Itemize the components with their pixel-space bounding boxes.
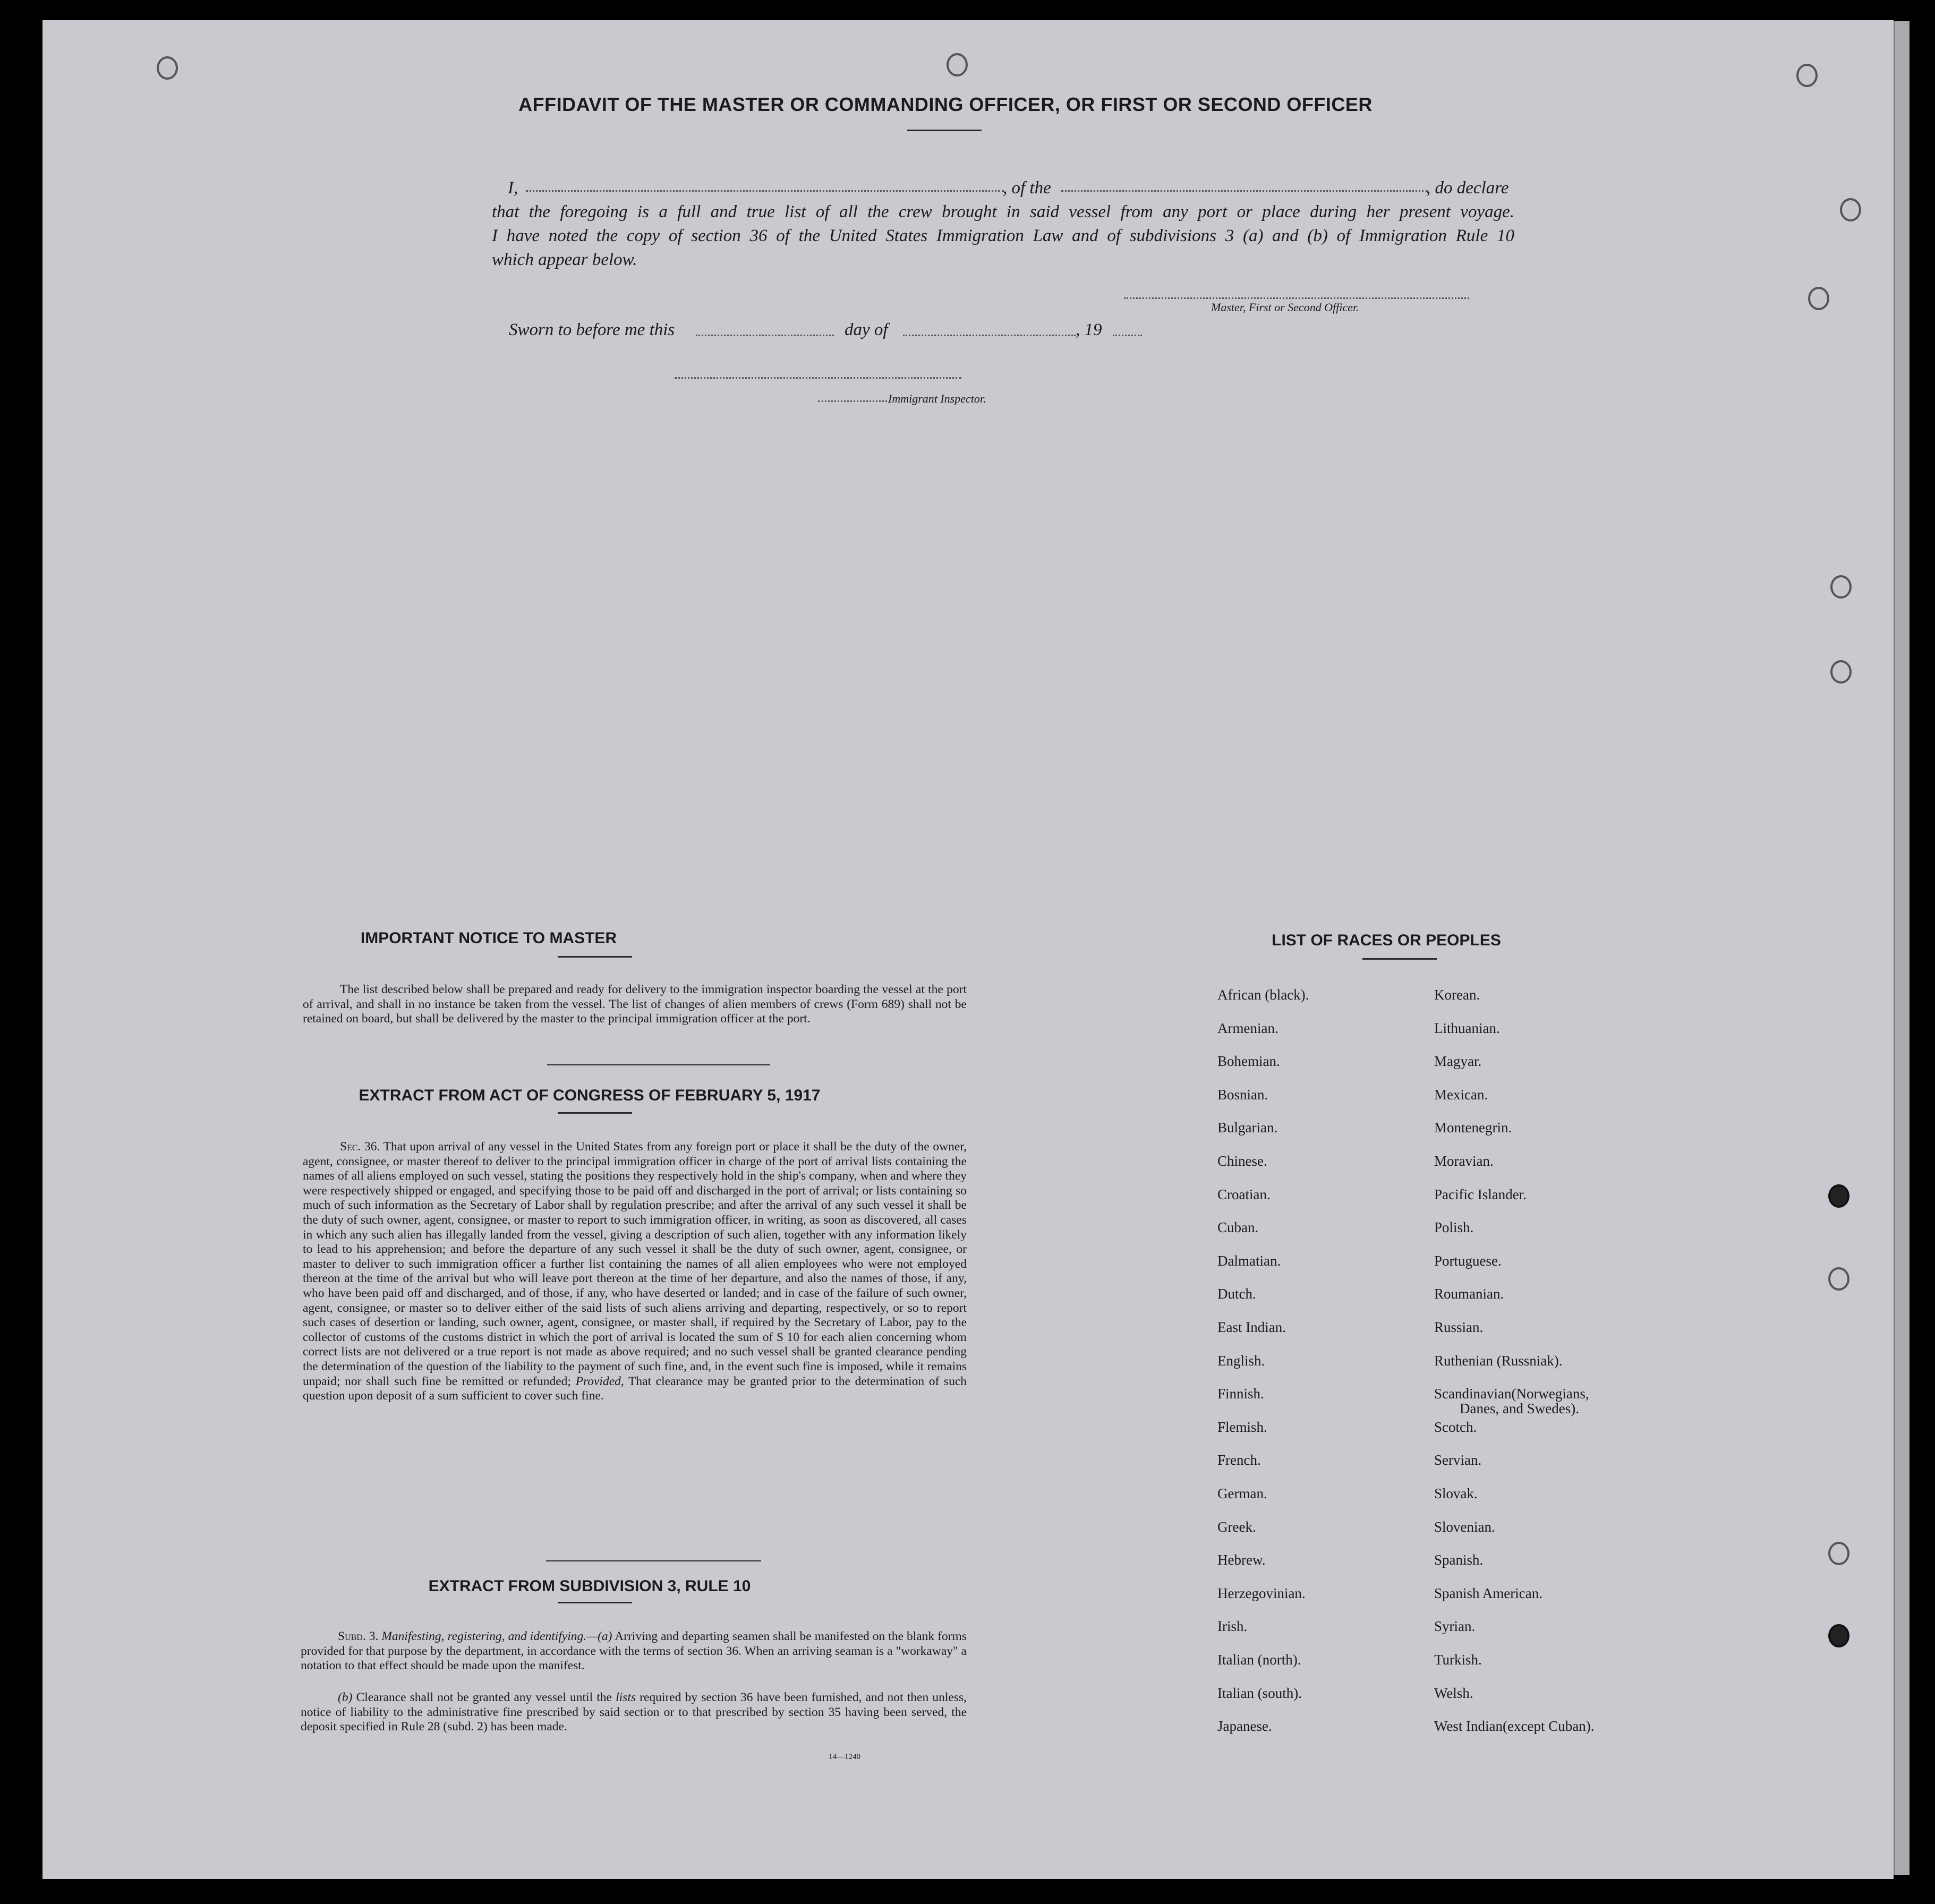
punch-hole (1808, 287, 1829, 310)
race-item: Irish. (1217, 1618, 1248, 1635)
race-item: Bulgarian. (1217, 1120, 1278, 1136)
race-item: Armenian. (1217, 1020, 1278, 1036)
notice-title: IMPORTANT NOTICE TO MASTER (360, 929, 617, 947)
race-item: Ruthenian (Russniak). (1434, 1352, 1563, 1369)
race-item: Bohemian. (1217, 1053, 1280, 1070)
race-item: Russian. (1434, 1319, 1484, 1335)
rule10-title: EXTRACT FROM SUBDIVISION 3, RULE 10 (428, 1577, 751, 1595)
year-blank-line (1113, 335, 1142, 336)
provided-label: Provided, (575, 1374, 624, 1388)
divider (1362, 958, 1437, 960)
punch-hole (1830, 660, 1852, 684)
race-item-continuation: Danes, and Swedes). (1460, 1401, 1579, 1417)
page-edge (1894, 21, 1910, 1875)
divider (907, 130, 982, 131)
subd-text: Arriving and departing seamen shall be manifested on the blank forms provided for that purpose by the department, in accordance with the terms of section 36. When an arriving seaman is a "workaway" a notation to that effect should be made upon the manifest. (301, 1629, 967, 1673)
inspector-blank-line (675, 377, 961, 379)
race-item: Servian. (1434, 1452, 1482, 1468)
affidavit-of-the: , of the (1003, 178, 1051, 198)
race-item: Finnish. (1217, 1386, 1264, 1402)
race-item: Italian (south). (1217, 1685, 1302, 1701)
subd-b-lists: lists (616, 1690, 636, 1704)
subd-b-text2: required by section 36 have been furnished, and not then unless, notice of liability to the administrative fine prescribed by said section or to that prescribed by section 35 having been served, the deposit specified in Rule 28 (subd. 2) has been made. (301, 1690, 967, 1734)
race-item: Bosnian. (1217, 1086, 1268, 1103)
punch-hole (1828, 1624, 1849, 1647)
race-item: Spanish American. (1434, 1585, 1542, 1601)
race-item: Italian (north). (1217, 1652, 1301, 1668)
race-item: Montenegrin. (1434, 1120, 1512, 1136)
subd-b-text1: Clearance shall not be granted any vessel until the (356, 1690, 612, 1704)
punch-hole (157, 56, 178, 80)
race-item: Syrian. (1434, 1618, 1476, 1635)
race-item: Moravian. (1434, 1153, 1494, 1169)
divider (546, 1560, 761, 1561)
subd-italic: Manifesting, registering, and identifying.—(a) (381, 1629, 612, 1643)
punch-hole (1828, 1184, 1849, 1208)
affidavit-line-3: I have noted the copy of section 36 of the United States Immigration Law and of subdivisions 3 (a) and (b) of Immigration Rule 10 (492, 226, 1514, 245)
race-item: Spanish. (1434, 1552, 1484, 1568)
rule10-subd-b (301, 1690, 967, 1735)
race-item: Portuguese. (1434, 1252, 1502, 1269)
rule10-subd-a (301, 1629, 967, 1674)
punch-hole (1830, 575, 1852, 599)
day-blank-line (696, 335, 834, 336)
races-title: LIST OF RACES OR PEOPLES (1272, 932, 1501, 949)
subd-label: Subd. 3. (338, 1629, 379, 1643)
race-item: French. (1217, 1452, 1261, 1468)
race-item: Scandinavian(Norwegians, (1434, 1386, 1589, 1402)
punch-hole (1828, 1267, 1849, 1291)
race-item: Greek. (1217, 1518, 1256, 1535)
divider (558, 1602, 632, 1603)
race-item: Welsh. (1434, 1685, 1473, 1701)
affidavit-title: AFFIDAVIT OF THE MASTER OR COMMANDING OFFICER, OR FIRST OR SECOND OFFICER (518, 93, 1373, 115)
month-blank-line (903, 335, 1076, 336)
race-item: East Indian. (1217, 1319, 1286, 1335)
race-item: English. (1217, 1352, 1265, 1369)
inspector-short-line (818, 400, 887, 402)
race-item: Japanese. (1217, 1718, 1272, 1735)
act-title: EXTRACT FROM ACT OF CONGRESS OF FEBRUARY 5, 1917 (359, 1087, 821, 1104)
subd-b-label: (b) (338, 1690, 353, 1704)
punch-hole (1796, 64, 1818, 87)
sworn-label: Sworn to before me this (509, 320, 675, 339)
race-item: Slovak. (1434, 1485, 1478, 1501)
punch-hole (1828, 1542, 1849, 1565)
race-item: West Indian(except Cuban). (1434, 1718, 1595, 1735)
race-item: Croatian. (1217, 1186, 1271, 1202)
race-item: Turkish. (1434, 1652, 1482, 1668)
punch-hole (1840, 198, 1861, 221)
signature-blank-line (1124, 297, 1469, 299)
form-number: 14—1240 (829, 1753, 860, 1761)
race-item: Mexican. (1434, 1086, 1488, 1103)
notice-text: The list described below shall be prepared and ready for delivery to the immigration inspector boarding the vessel at the port of arrival, and shall in no instance be taken from the vessel. The list of changes of alien members of crews (Form 689) shall not be retained on board, but shall be delivered by the master to the principal immigration officer at the port. (303, 983, 967, 1026)
race-item: Dutch. (1217, 1286, 1256, 1302)
race-item: Scotch. (1434, 1419, 1477, 1435)
race-item: Chinese. (1217, 1153, 1267, 1169)
act-text-end: That clearance may be granted prior to the determination of such question upon deposit of a sum sufficient to cover such fine. (303, 1374, 967, 1403)
act-text: 36. That upon arrival of any vessel in the United States from any foreign port or place it shall be the duty of the owner, agent, consignee, or master thereof to deliver to the principal immigration officer in charge of the port of arrival lists containing the names of all aliens employed on such vessel, stating the positions they respectively hold in the ship's company, when and where they were respectively shipped or engaged, and specifying those to be paid off and discharged in the port of arrival; or lists containing so much of such information as the Secretary of Labor shall by regulation prescribe; and after the arrival of any such vessel it shall be the duty of such owner, agent, consignee, or master to report to such immigration officer, in writing, as soon as discovered, all cases in which any such alien has illegally landed from the vessel, giving a description of such alien, together with any information likely to lead to his apprehension; and before the departure of any such vessel it shall be the duty of such owner, agent, consignee, or master to deliver to such immigration officer a further list containing the names of all alien employees who were not employed thereon at the time of the arrival but who will leave port thereon at the time of her departure, and also the names of those, if any, who have been paid off and discharged, and of those, if any, who have deserted or landed; and in case of the failure of such owner, agent, consignee, or master so to deliver either of the said lists of such aliens arriving and departing, respectively, or so to report such cases of desertion or landing, such owner, agent, consignee, or master shall, if required by the Secretary of Labor, pay to the collector of customs of the customs district in which the port of arrival is located the sum of $ 10 for each alien concerning whom correct lists are not delivered or a true report is not made as above required; and no such vessel shall be granted clearance pending the determination of the question of the liability to the payment of such fine, and, in the event such fine is imposed, while it remains unpaid; nor shall such fine be remitted or refunded; (303, 1140, 967, 1388)
act-text-block (303, 1140, 967, 1404)
race-item: Korean. (1434, 987, 1480, 1003)
race-item: Pacific Islander. (1434, 1186, 1527, 1202)
race-item: Cuban. (1217, 1219, 1259, 1236)
race-item: Slovenian. (1434, 1518, 1495, 1535)
inspector-caption: Immigrant Inspector. (888, 392, 986, 405)
race-item: German. (1217, 1485, 1267, 1501)
day-of-label: day of (845, 320, 888, 339)
sec-label: Sec. (340, 1140, 361, 1154)
race-item: African (black). (1217, 987, 1309, 1003)
race-item: Magyar. (1434, 1053, 1482, 1070)
name-blank-line (526, 190, 1004, 192)
affidavit-line-4: which appear below. (492, 250, 637, 269)
race-item: Herzegovinian. (1217, 1585, 1306, 1601)
race-item: Dalmatian. (1217, 1252, 1281, 1269)
year-prefix: , 19 (1076, 320, 1102, 339)
race-item: Polish. (1434, 1219, 1474, 1236)
race-item: Roumanian. (1434, 1286, 1504, 1302)
document-page (42, 20, 1894, 1879)
race-item: Flemish. (1217, 1419, 1267, 1435)
affidavit-i-label: I, (508, 178, 518, 198)
punch-hole (947, 53, 968, 76)
divider (558, 956, 632, 958)
divider (558, 1112, 632, 1114)
affidavit-do-declare: , do declare (1426, 178, 1509, 198)
race-item: Hebrew. (1217, 1552, 1266, 1568)
divider (547, 1064, 770, 1065)
race-item: Lithuanian. (1434, 1020, 1500, 1036)
master-caption: Master, First or Second Officer. (1211, 301, 1359, 314)
vessel-blank-line (1061, 190, 1428, 192)
affidavit-line-2: that the foregoing is a full and true list of all the crew brought in said vessel from any port or place during her present voyage. (492, 202, 1514, 221)
